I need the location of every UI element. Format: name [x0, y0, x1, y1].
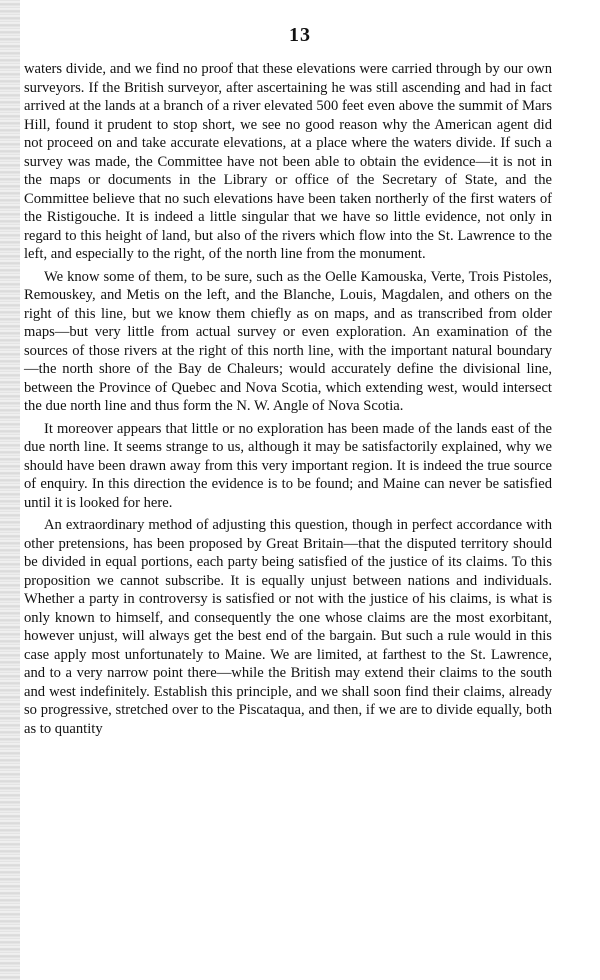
body-text [24, 60, 552, 742]
scan-binding-edge [0, 0, 20, 980]
page-number: 13 [289, 24, 311, 46]
paragraph-4: An extraordinary method of adjusting this question, though in perfect accordance with other pretensions, has been proposed by Great Britain—that the disputed territory should be divided in equal portions, each party being satisfied of the justice of its claims. To this proposition we cannot subscribe. It is equally unjust between nations and individuals. Whether a party in controversy is satisfied or not with the justice of his claims, is what is only known to himself, and consequently the one whose claims are the most exorbitant, however unjust, will always get the best end of the bargain. But such a rule would in this case apply most unfortunately to Maine. We are limited, at farthest to the St. Lawrence, and to a very narrow point there—while the British may extend their claims to the south and west indefinitely. Establish this principle, and we shall soon find their claims, already so progressive, stretched over to the Piscataqua, and then, if we are to divide equally, both as to quantity [24, 517, 552, 737]
paragraph-1: waters divide, and we find no proof that these elevations were carried through by our own surveyors. If the British surveyor, after ascertaining he was still ascending and had in fact arrived at the lands at a branch of a river elevated 500 feet even above the summit of Mars Hill, found it prudent to stop short, we see no good reason why the American agent did not proceed on and take accurate elevations, at a place where the waters divide. If such a survey was made, the Committee have not been able to obtain the evidence—it is not in the maps or documents in the Library or office of the Secretary of State, and the Committee believe that no such elevations have been taken northerly of the first waters of the Ristigouche. It is indeed a little singular that we have so little evidence, not only in regard to this height of land, but also of the rivers which flow into the St. Lawrence to the left, and especially to the right, of the north line from the monument. [24, 61, 552, 262]
paragraph-3: It moreover appears that little or no exploration has been made of the lands east of the due north line. It seems strange to us, although it may be satisfactorily explained, why we should have been drawn away from this very important region. It is indeed the true source of enquiry. In this direction the evidence is to be found; and Maine can never be satisfied until it is looked for here. [24, 420, 552, 511]
paragraph-2: We know some of them, to be sure, such as the Oelle Kamouska, Verte, Trois Pistoles, Remouskey, and Metis on the left, and the Blanche, Louis, Magdalen, and others on the right of this line, but we know them chiefly as on maps, and as transcribed from older maps—but very little from actual survey or even exploration. An examination of the sources of those rivers at the right of this north line, with the important natural boundary—the north shore of the Bay de Chaleurs; would accurately define the divisional line, between the Province of Quebec and Nova Scotia, which extending west, would intersect the due north line and thus form the N. W. Angle of Nova Scotia. [24, 268, 552, 414]
